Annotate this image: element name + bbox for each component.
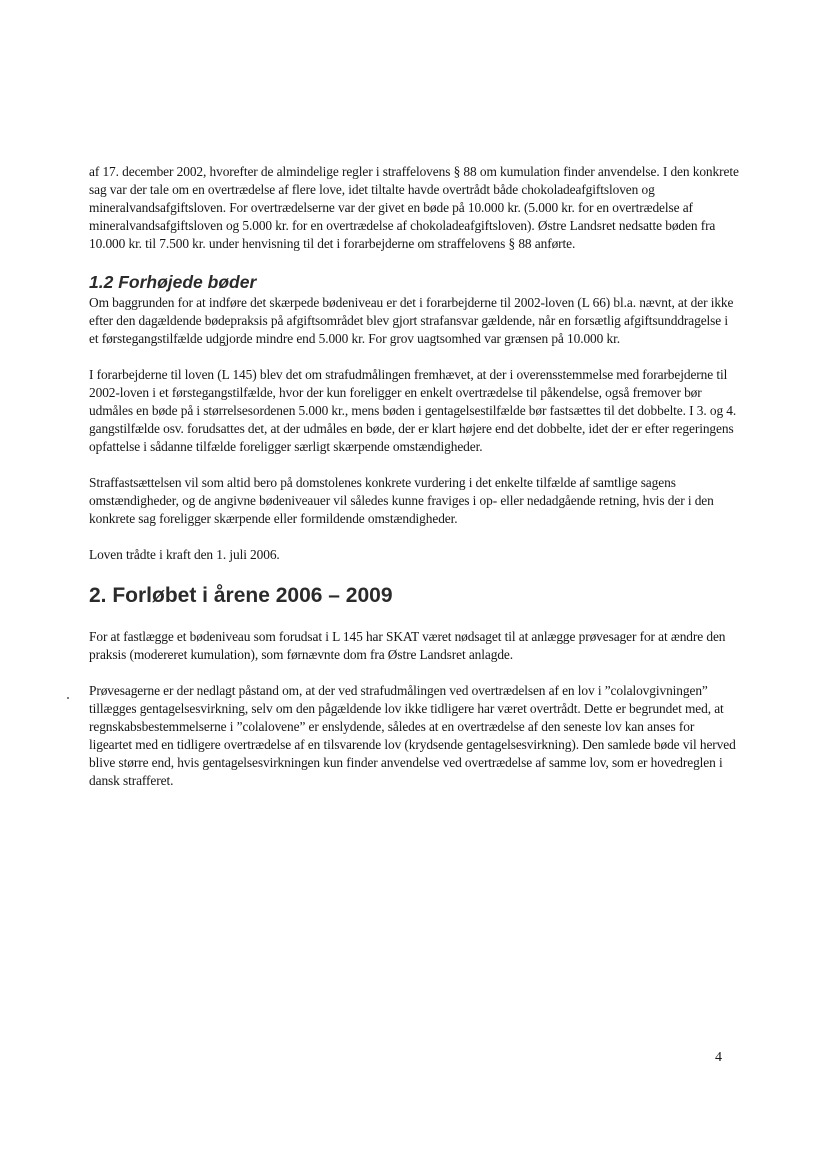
section-1-2-paragraph: Loven trådte i kraft den 1. juli 2006.	[89, 547, 280, 562]
scan-mark	[67, 697, 69, 699]
page-number: 4	[715, 1050, 722, 1065]
section-1-2-paragraph: I forarbejderne til loven (L 145) blev det om strafudmålingen fremhævet, at der i overensstemmelse med forarbejderne til 2002-loven i et førstegangstilfælde, hvor der kun foreligger en enkelt overtrædelse til påkendelse, også fremover bør udmåles en bøde på i størrelsesordenen 5.000 kr., mens bøden i gentagelsestilfælde bør fastsættes til det dobbelte. I 3. og 4. gangstilfælde osv. forudsattes det, at der udmåles en bøde, der er klart højere end det dobbelte, idet der er efter regeringens opfattelse i sådanne tilfælde foreligger særligt skærpende omstændigheder.	[89, 367, 737, 454]
document-page	[89, 163, 739, 790]
section-1-2-paragraph: Straffastsættelsen vil som altid bero på domstolenes konkrete vurdering i det enkelte tilfælde af samtlige sagens omstændigheder, og de angivne bødeniveauer vil således kunne fraviges i op- eller nedadgående retning, hvis der i den konkrete sag foreligger skærpende eller formildende omstændigheder.	[89, 475, 714, 526]
section-2-paragraph: Prøvesagerne er der nedlagt påstand om, at der ved strafudmålingen ved overtrædelsen af en lov i ”colalovgivningen” tillægges gentagelsesvirkning, selv om den pågældende lov ikke tidligere har været overtrådt. Dette er begrundet med, at regnskabsbestemmelserne i ”colalovene” er enslydende, således at en overtrædelse af den seneste lov kan anses for ligeartet med en tidligere overtrædelse af en tilsvarende lov (krydsende gentagelsesvirkning). Den samlede bøde vil herved blive større end, hvis gentagelsesvirkningen kun finder anvendelse ved overtrædelse af samme lov, som er hovedreglen i dansk strafferet.	[89, 683, 736, 788]
section-1-2-paragraph: Om baggrunden for at indføre det skærpede bødeniveau er det i forarbejderne til 2002-loven (L 66) bl.a. nævnt, at der ikke efter den dagældende bødepraksis på afgiftsområdet blev gjort strafansvar gældende, når en forsætlig afgiftsunddragelse i et førstegangstilfælde udgjorde mindre end 5.000 kr. For grov uagtsomhed var grænsen på 10.000 kr.	[89, 295, 734, 346]
section-heading-1-2: 1.2 Forhøjede bøder	[89, 272, 257, 292]
section-heading-2: 2. Forløbet i årene 2006 – 2009	[89, 584, 393, 607]
intro-paragraph: af 17. december 2002, hvorefter de almindelige regler i straffelovens § 88 om kumulation finder anvendelse. I den konkrete sag var der tale om en overtrædelse af flere love, idet tiltalte havde overtrådt både chokoladeafgiftsloven og mineralvandsafgiftsloven. For overtrædelserne var der givet en bøde på 10.000 kr. (5.000 kr. for en overtrædelse af mineralvandsafgiftsloven og 5.000 kr. for en overtrædelse af chokoladeafgiftsloven). Østre Landsret nedsatte bøden fra 10.000 kr. til 7.500 kr. under henvisning til det i forarbejderne om straffelovens § 88 anførte.	[89, 164, 739, 251]
section-2-paragraph: For at fastlægge et bødeniveau som forudsat i L 145 har SKAT været nødsaget til at anlægge prøvesager for at ændre den praksis (modereret kumulation), som førnævnte dom fra Østre Landsret anlagde.	[89, 629, 726, 662]
